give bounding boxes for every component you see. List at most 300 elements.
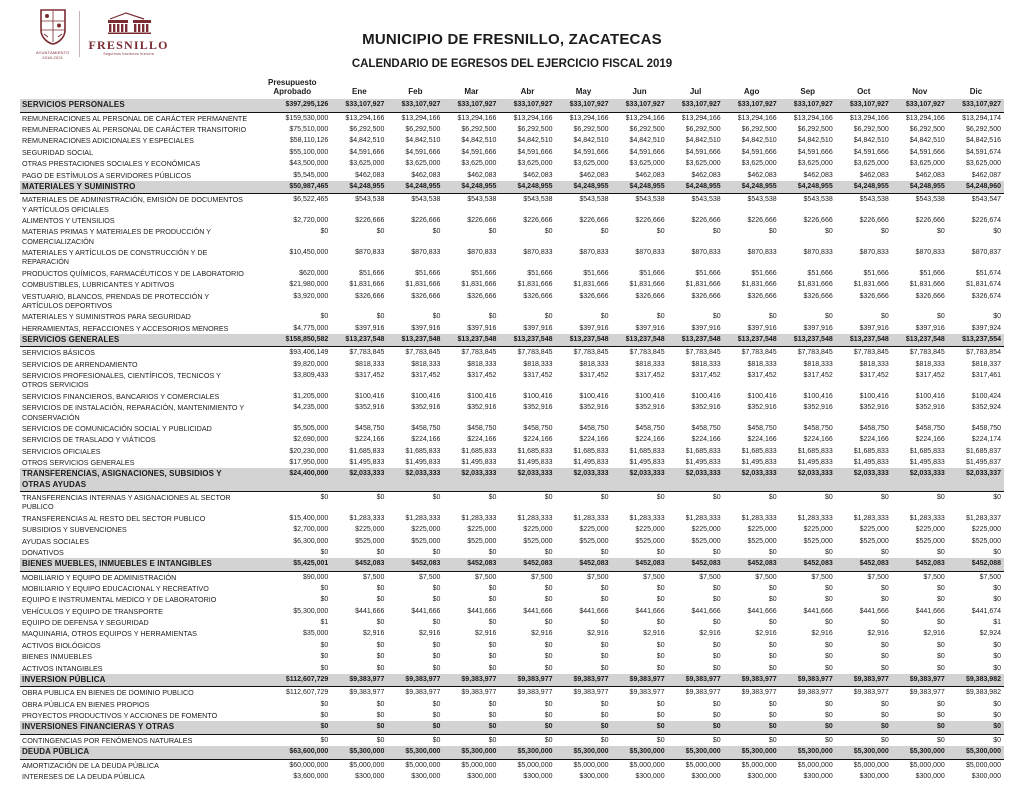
month-cell: $7,500 (362, 573, 385, 581)
month-cell: $300,000 (467, 772, 497, 780)
approved-cell: $0 (320, 712, 329, 719)
month-cell: $6,292,500 (349, 126, 385, 134)
month-cell: $5,000,000 (461, 761, 497, 769)
month-cell: $0 (376, 653, 385, 661)
table-row (20, 606, 1004, 617)
month-cell: $226,666 (467, 217, 497, 225)
month-cell: $300,000 (859, 772, 889, 780)
month-cell: $0 (824, 494, 833, 502)
month-cell: $0 (993, 700, 1001, 708)
row-label: VEHÍCULOS Y EQUIPO DE TRANSPORTE (22, 606, 163, 616)
month-cell: $1,685,833 (405, 447, 441, 455)
month-cell: $6,292,500 (853, 126, 889, 134)
month-cell: $7,500 (979, 573, 1001, 581)
month-cell: $33,107,927 (443, 99, 499, 112)
month-cell: $0 (824, 585, 833, 593)
month-cell: $2,033,333 (556, 468, 612, 491)
month-cell: $0 (824, 712, 833, 719)
month-cell: $0 (432, 700, 441, 708)
month-cell: $224,166 (915, 436, 945, 444)
month-cell: $1,283,333 (573, 514, 609, 522)
table-row (20, 311, 1004, 322)
month-cell: $5,300,000 (892, 746, 948, 759)
month-cell: $33,107,927 (948, 99, 1004, 112)
month-cell: $0 (432, 619, 441, 627)
month-cell: $441,666 (859, 607, 889, 615)
approved-cell: $1 (320, 619, 329, 627)
month-cell: $326,666 (803, 292, 833, 300)
month-cell: $452,083 (836, 558, 892, 571)
approved-cell: $3,600,000 (293, 772, 329, 780)
col-header-month: Jul (689, 87, 702, 97)
month-cell: $462,083 (803, 171, 833, 179)
section-label: TRANSFERENCIAS, ASIGNACIONES, SUBSIDIOS Y OTRAS AYUDAS (20, 468, 253, 491)
approved-cell: $17,950,000 (289, 458, 329, 466)
month-cell: $458,750 (691, 424, 721, 432)
month-cell: $0 (432, 585, 441, 593)
month-cell: $0 (432, 736, 441, 744)
month-cell: $33,107,927 (612, 99, 668, 112)
month-cell: $525,000 (635, 537, 665, 545)
month-cell: $7,783,845 (573, 349, 609, 357)
month-cell: $818,333 (747, 360, 777, 368)
month-cell: $0 (880, 313, 889, 321)
month-cell: $0 (768, 585, 777, 593)
table-row (20, 663, 1004, 674)
approved-cell: $1,205,000 (293, 392, 329, 400)
month-cell: $7,500 (923, 573, 945, 581)
month-cell: $317,452 (411, 372, 441, 380)
month-cell: $1 (993, 619, 1001, 627)
month-cell: $5,300,000 (836, 746, 892, 759)
month-cell: $818,333 (579, 360, 609, 368)
month-cell: $0 (880, 712, 889, 719)
month-cell: $4,842,510 (853, 137, 889, 145)
approved-cell: $0 (320, 585, 329, 593)
month-cell: $7,500 (475, 573, 497, 581)
section-row (20, 334, 1004, 347)
month-cell: $452,083 (556, 558, 612, 571)
month-cell: $525,000 (691, 537, 721, 545)
approved-cell: $158,850,582 (253, 334, 331, 347)
month-cell: $5,000,000 (517, 761, 553, 769)
month-cell: $224,174 (971, 436, 1001, 444)
month-cell: $870,833 (411, 249, 441, 257)
month-cell: $51,666 (639, 269, 665, 277)
section-row (20, 99, 1004, 112)
month-cell: $0 (768, 700, 777, 708)
month-cell: $5,300,000 (443, 746, 499, 759)
month-cell: $3,625,000 (909, 160, 945, 168)
month-cell: $3,625,000 (629, 160, 665, 168)
month-cell: $6,292,500 (741, 126, 777, 134)
month-cell: $0 (432, 596, 441, 604)
month-cell: $0 (937, 596, 945, 604)
month-cell: $0 (656, 228, 665, 236)
month-cell: $0 (993, 548, 1001, 556)
table-row (20, 370, 1004, 391)
month-cell: $3,625,000 (741, 160, 777, 168)
month-cell: $0 (880, 585, 889, 593)
month-cell: $4,842,510 (349, 137, 385, 145)
month-cell: $1,685,833 (797, 447, 833, 455)
section-label: SERVICIOS PERSONALES (20, 99, 253, 112)
month-cell: $0 (937, 313, 945, 321)
month-cell: $0 (993, 712, 1001, 719)
month-cell: $226,666 (579, 217, 609, 225)
section-row (20, 558, 1004, 571)
month-cell: $3,625,000 (965, 160, 1001, 168)
month-cell: $100,416 (691, 392, 721, 400)
month-cell: $0 (768, 596, 777, 604)
row-label: MATERIALES DE ADMINISTRACIÓN, EMISIÓN DE DOCUMENTOS Y ARTÍCULOS OFICIALES (22, 195, 243, 214)
month-cell: $300,000 (635, 772, 665, 780)
row-label: REMUNERACIONES AL PERSONAL DE CARÁCTER PERMANENTE (22, 113, 248, 123)
month-cell: $870,833 (579, 249, 609, 257)
approved-cell: $43,500,000 (289, 160, 329, 168)
month-cell: $352,916 (355, 404, 385, 412)
month-cell: $0 (432, 228, 441, 236)
month-cell: $525,000 (411, 537, 441, 545)
month-cell: $0 (376, 596, 385, 604)
month-cell: $525,000 (467, 537, 497, 545)
month-cell: $0 (880, 700, 889, 708)
month-cell: $9,383,977 (797, 689, 833, 697)
month-cell: $225,000 (915, 526, 945, 534)
row-label: OBRA PUBLICA EN BIENES DE DOMINIO PUBLICO (22, 688, 194, 698)
month-cell: $224,166 (635, 436, 665, 444)
month-cell: $4,842,510 (461, 137, 497, 145)
month-cell: $441,666 (635, 607, 665, 615)
month-cell: $397,924 (971, 324, 1001, 332)
month-cell: $352,916 (747, 404, 777, 412)
month-cell: $870,833 (355, 249, 385, 257)
approved-cell: $0 (320, 700, 329, 708)
month-cell: $0 (656, 585, 665, 593)
month-cell: $2,033,333 (499, 468, 555, 491)
month-cell: $326,666 (635, 292, 665, 300)
month-cell: $1,685,833 (573, 447, 609, 455)
approved-cell: $0 (320, 596, 329, 604)
month-cell: $0 (488, 736, 497, 744)
month-cell: $0 (432, 494, 441, 502)
month-cell: $100,416 (747, 392, 777, 400)
approved-cell: $5,505,000 (293, 424, 329, 432)
month-cell: $543,538 (523, 196, 553, 204)
month-cell: $2,916 (867, 630, 889, 638)
col-header-month: Abr (520, 87, 535, 97)
month-cell: $0 (544, 712, 553, 719)
month-cell: $1,495,833 (573, 458, 609, 466)
month-cell: $13,294,166 (569, 114, 609, 122)
approved-cell: $35,000 (303, 630, 329, 638)
month-cell: $543,538 (579, 196, 609, 204)
month-cell: $5,000,000 (909, 761, 945, 769)
month-cell: $4,248,955 (612, 181, 668, 194)
month-cell: $13,237,548 (331, 334, 387, 347)
approved-cell: $0 (320, 548, 329, 556)
month-cell: $2,033,333 (443, 468, 499, 491)
month-cell: $317,452 (523, 372, 553, 380)
row-label: SERVICIOS FINANCIEROS, BANCARIOS Y COMERCIALES (22, 391, 220, 401)
month-cell: $397,916 (523, 324, 553, 332)
month-cell: $397,916 (691, 324, 721, 332)
month-cell: $0 (712, 494, 721, 502)
month-cell: $0 (488, 596, 497, 604)
month-cell: $4,591,674 (965, 148, 1001, 156)
table-row (20, 513, 1004, 524)
month-cell: $2,033,333 (724, 468, 780, 491)
month-cell: $326,666 (747, 292, 777, 300)
month-cell: $1,685,837 (965, 447, 1001, 455)
month-cell: $226,666 (355, 217, 385, 225)
month-cell: $13,237,548 (556, 334, 612, 347)
month-cell: $1,283,333 (909, 514, 945, 522)
approved-cell: $63,600,000 (253, 746, 331, 759)
month-cell: $1,495,833 (629, 458, 665, 466)
month-cell: $33,107,927 (499, 99, 555, 112)
month-cell: $13,294,166 (513, 114, 553, 122)
approved-cell: $15,400,000 (289, 514, 329, 522)
month-cell: $0 (937, 494, 945, 502)
month-cell: $0 (376, 585, 385, 593)
month-cell: $0 (376, 712, 385, 719)
month-cell: $9,383,982 (965, 689, 1001, 697)
month-cell: $0 (600, 664, 609, 672)
table-row (20, 194, 1004, 215)
month-cell: $7,783,845 (909, 349, 945, 357)
month-cell: $5,300,000 (331, 746, 387, 759)
month-cell: $33,107,927 (387, 99, 443, 112)
month-cell: $13,294,166 (849, 114, 889, 122)
month-cell: $2,916 (531, 630, 553, 638)
approved-cell: $2,700,000 (293, 526, 329, 534)
month-cell: $2,924 (979, 630, 1001, 638)
approved-cell: $0 (253, 721, 331, 734)
approved-cell: $0 (320, 641, 329, 649)
month-cell: $441,666 (523, 607, 553, 615)
month-cell: $1,495,833 (741, 458, 777, 466)
month-cell: $1,831,666 (461, 281, 497, 289)
month-cell: $525,000 (355, 537, 385, 545)
month-cell: $0 (937, 653, 945, 661)
month-cell: $818,337 (971, 360, 1001, 368)
month-cell: $2,916 (362, 630, 385, 638)
month-cell: $13,294,166 (681, 114, 721, 122)
month-cell: $0 (376, 664, 385, 672)
month-cell: $13,237,548 (724, 334, 780, 347)
month-cell: $0 (376, 700, 385, 708)
month-cell: $0 (488, 653, 497, 661)
page-title: MUNICIPIO DE FRESNILLO, ZACATECAS (362, 31, 662, 48)
month-cell: $6,292,500 (461, 126, 497, 134)
month-cell: $1,495,833 (797, 458, 833, 466)
month-cell: $2,033,333 (836, 468, 892, 491)
month-cell: $0 (656, 596, 665, 604)
month-cell: $1,495,833 (461, 458, 497, 466)
table-row (20, 215, 1004, 226)
month-cell: $0 (488, 494, 497, 502)
month-cell: $1,495,833 (405, 458, 441, 466)
row-label: VESTUARIO, BLANCOS, PRENDAS DE PROTECCIÓN Y ARTÍCULOS DEPORTIVOS (22, 291, 210, 310)
approved-cell: $4,775,000 (293, 324, 329, 332)
table-row (20, 391, 1004, 402)
month-cell: $0 (656, 548, 665, 556)
month-cell: $0 (824, 228, 833, 236)
month-cell: $0 (600, 641, 609, 649)
month-cell: $0 (499, 721, 555, 734)
month-cell: $2,033,337 (948, 468, 1004, 491)
month-cell: $458,750 (579, 424, 609, 432)
month-cell: $0 (937, 548, 945, 556)
month-cell: $462,083 (691, 171, 721, 179)
budget-table (20, 78, 1004, 782)
month-cell: $543,538 (355, 196, 385, 204)
table-row (20, 547, 1004, 558)
month-cell: $3,625,000 (349, 160, 385, 168)
month-cell: $9,383,977 (892, 674, 948, 687)
month-cell: $226,674 (971, 217, 1001, 225)
month-cell: $5,300,000 (387, 746, 443, 759)
month-cell: $0 (600, 712, 609, 719)
month-cell: $7,783,845 (405, 349, 441, 357)
col-header-month: Nov (912, 87, 928, 97)
month-cell: $7,500 (811, 573, 833, 581)
approved-cell: $0 (320, 494, 329, 502)
approved-cell: $55,100,000 (289, 148, 329, 156)
month-cell: $441,666 (915, 607, 945, 615)
month-cell: $100,416 (355, 392, 385, 400)
month-cell: $9,383,977 (909, 689, 945, 697)
row-label: SERVICIOS OFICIALES (22, 446, 101, 456)
month-cell: $0 (824, 548, 833, 556)
approved-cell: $58,110,126 (289, 137, 329, 145)
month-cell: $9,383,977 (387, 674, 443, 687)
month-cell: $3,625,000 (573, 160, 609, 168)
month-cell: $525,000 (859, 537, 889, 545)
row-label: DONATIVOS (22, 547, 64, 557)
row-label: TRANSFERENCIAS INTERNAS Y ASIGNACIONES AL SECTOR PUBLICO (22, 493, 231, 512)
month-cell: $225,000 (355, 526, 385, 534)
row-label: SERVICIOS DE ARRENDAMIENTO (22, 359, 138, 369)
section-label: MATERIALES Y SUMINISTRO (20, 181, 253, 194)
table-head (20, 78, 1004, 99)
month-cell: $7,500 (643, 573, 665, 581)
month-cell: $2,033,333 (331, 468, 387, 491)
table-row (20, 759, 1004, 771)
month-cell: $870,833 (859, 249, 889, 257)
month-cell: $0 (376, 313, 385, 321)
month-cell: $525,000 (915, 537, 945, 545)
month-cell: $0 (544, 619, 553, 627)
month-cell: $0 (712, 313, 721, 321)
month-cell: $4,591,666 (685, 148, 721, 156)
month-cell: $6,292,500 (685, 126, 721, 134)
month-cell: $452,083 (443, 558, 499, 571)
month-cell: $525,000 (579, 537, 609, 545)
month-cell: $13,237,548 (668, 334, 724, 347)
month-cell: $397,916 (635, 324, 665, 332)
row-label: ACTIVOS INTANGIBLES (22, 663, 103, 673)
month-cell: $317,452 (467, 372, 497, 380)
row-label: MOBILIARIO Y EQUIPO DE ADMINISTRACIÓN (22, 572, 177, 582)
table-row (20, 347, 1004, 359)
month-cell: $0 (768, 736, 777, 744)
month-cell: $452,088 (948, 558, 1004, 571)
month-cell: $224,166 (523, 436, 553, 444)
month-cell: $300,000 (803, 772, 833, 780)
approved-cell: $0 (320, 664, 329, 672)
month-cell: $0 (656, 712, 665, 719)
month-cell: $525,000 (971, 537, 1001, 545)
month-cell: $818,333 (467, 360, 497, 368)
col-header-month: Ago (743, 87, 760, 97)
month-cell: $5,000,000 (965, 761, 1001, 769)
month-cell: $0 (948, 721, 1004, 734)
month-cell: $0 (432, 664, 441, 672)
month-cell: $9,383,977 (780, 674, 836, 687)
month-cell: $2,916 (418, 630, 441, 638)
month-cell: $7,783,845 (629, 349, 665, 357)
month-cell: $4,248,955 (892, 181, 948, 194)
month-cell: $0 (668, 721, 724, 734)
month-cell: $9,383,977 (349, 689, 385, 697)
month-cell: $4,248,955 (668, 181, 724, 194)
month-cell: $0 (544, 228, 553, 236)
month-cell: $1,495,833 (349, 458, 385, 466)
month-cell: $9,383,977 (461, 689, 497, 697)
month-cell: $1,283,333 (461, 514, 497, 522)
table-row (20, 446, 1004, 457)
month-cell: $2,033,333 (387, 468, 443, 491)
month-cell: $317,452 (747, 372, 777, 380)
corner-cell (20, 78, 253, 99)
month-cell: $0 (488, 619, 497, 627)
month-cell: $4,842,510 (517, 137, 553, 145)
month-cell: $462,087 (971, 171, 1001, 179)
month-cell: $0 (880, 619, 889, 627)
table-row (20, 734, 1004, 746)
month-cell: $9,383,977 (668, 674, 724, 687)
month-cell: $7,500 (418, 573, 441, 581)
approved-cell: $3,920,000 (293, 292, 329, 300)
month-cell: $13,294,166 (625, 114, 665, 122)
month-cell: $441,666 (691, 607, 721, 615)
month-cell: $458,750 (971, 424, 1001, 432)
month-cell: $0 (724, 721, 780, 734)
month-cell: $1,831,666 (405, 281, 441, 289)
month-cell: $2,916 (811, 630, 833, 638)
month-cell: $543,547 (971, 196, 1001, 204)
month-cell: $0 (544, 653, 553, 661)
month-cell: $51,666 (751, 269, 777, 277)
crest-caption-line2: 2018-2021 (42, 54, 64, 60)
month-cell: $300,000 (915, 772, 945, 780)
table-row (20, 571, 1004, 583)
approved-cell: $0 (320, 653, 329, 661)
col-header-month: Oct (857, 87, 871, 97)
month-cell: $13,294,166 (737, 114, 777, 122)
month-cell: $9,383,977 (556, 674, 612, 687)
month-cell: $458,750 (355, 424, 385, 432)
month-cell: $352,916 (523, 404, 553, 412)
month-cell: $51,666 (807, 269, 833, 277)
month-cell: $9,383,977 (685, 689, 721, 697)
month-cell: $317,452 (803, 372, 833, 380)
month-cell: $13,294,166 (401, 114, 441, 122)
month-cell: $1,685,833 (461, 447, 497, 455)
approved-cell: $159,530,000 (285, 114, 329, 122)
